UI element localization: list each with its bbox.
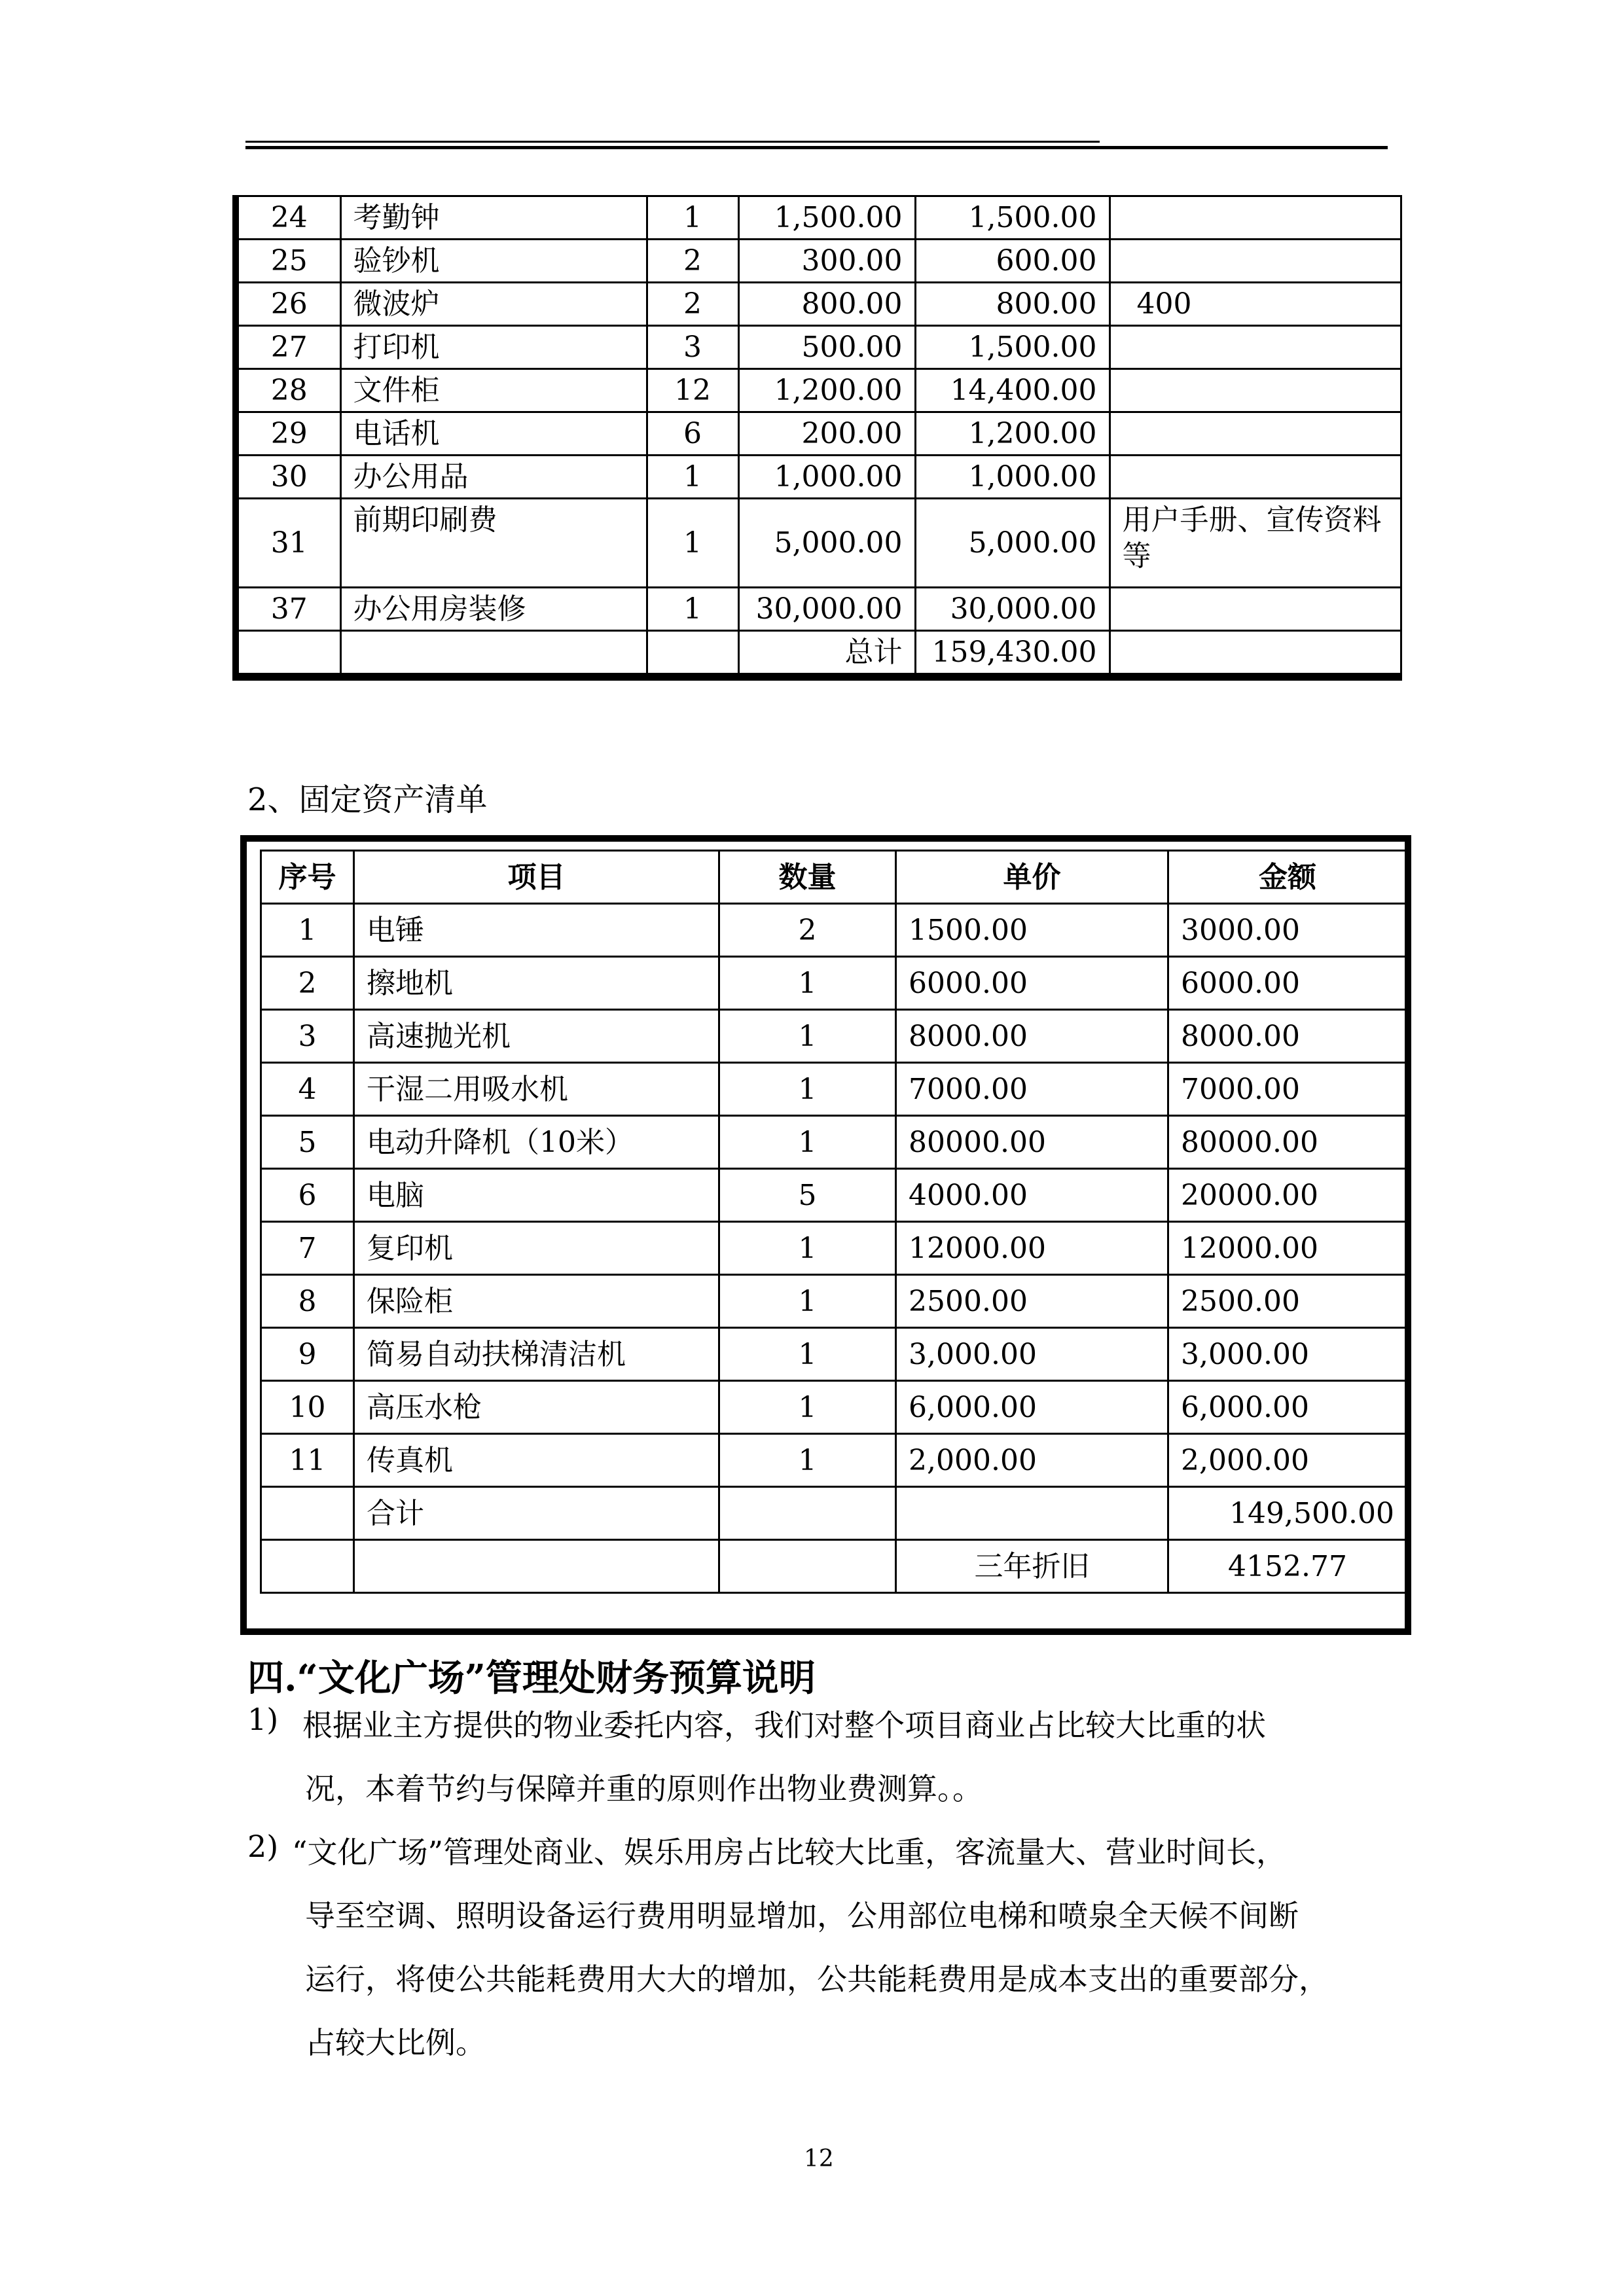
table-cell: 1,000.00 — [915, 456, 1110, 499]
table-cell — [1110, 588, 1401, 631]
section-2-title: 2、固定资产清单 — [247, 781, 488, 818]
total-row — [236, 631, 1401, 677]
table-cell: 2 — [647, 283, 738, 326]
table-cell: 6 — [261, 1169, 354, 1222]
empty-cell — [261, 1487, 354, 1540]
table-cell: 考勤钟 — [340, 196, 647, 240]
empty-cell — [1110, 631, 1401, 677]
table-row — [236, 456, 1401, 499]
table-row — [261, 957, 1407, 1010]
table-row — [236, 369, 1401, 412]
table-cell: 80000.00 — [1168, 1116, 1407, 1169]
empty-cell — [340, 631, 647, 677]
table-cell: 25 — [236, 240, 340, 283]
table-cell: 11 — [261, 1434, 354, 1487]
table-cell: 2500.00 — [896, 1275, 1168, 1328]
table-row — [261, 1275, 1407, 1328]
table-cell: 简易自动扶梯清洁机 — [354, 1328, 719, 1381]
table-cell: 1500.00 — [896, 904, 1168, 957]
table-row — [261, 1169, 1407, 1222]
table-cell: 办公用房装修 — [340, 588, 647, 631]
table-cell — [1110, 412, 1401, 456]
table-row — [236, 240, 1401, 283]
table-cell: 600.00 — [915, 240, 1110, 283]
table-cell: 1 — [719, 1116, 896, 1169]
table-row — [236, 499, 1401, 588]
table-cell: 1 — [261, 904, 354, 957]
fixed-assets-table — [260, 850, 1408, 1594]
table-cell — [1110, 369, 1401, 412]
table-cell: 文件柜 — [340, 369, 647, 412]
table-row — [261, 904, 1407, 957]
total-label: 总计 — [738, 631, 915, 677]
table-cell: 4 — [261, 1063, 354, 1116]
table-row — [236, 588, 1401, 631]
table-cell: 1 — [647, 588, 738, 631]
table-cell: 300.00 — [738, 240, 915, 283]
page-number: 12 — [804, 2145, 834, 2172]
table-row — [236, 412, 1401, 456]
table-cell: 1 — [719, 957, 896, 1010]
table-cell: 3 — [261, 1010, 354, 1063]
table-cell — [1110, 456, 1401, 499]
table-cell: 400 — [1110, 283, 1401, 326]
table-cell: 1,000.00 — [738, 456, 915, 499]
paragraph-line: 导至空调、照明设备运行费用明显增加，公用部位电梯和喷泉全天候不间断 — [305, 1898, 1299, 1933]
table-cell: 9 — [261, 1328, 354, 1381]
header-row — [261, 851, 1407, 904]
table-cell: 高速抛光机 — [354, 1010, 719, 1063]
table-cell: 7 — [261, 1222, 354, 1275]
table-row — [261, 1116, 1407, 1169]
paragraph-line: 根据业主方提供的物业委托内容，我们对整个项目商业占比较大比重的状 — [302, 1708, 1266, 1743]
table-cell — [1110, 196, 1401, 240]
table-cell: 20000.00 — [1168, 1169, 1407, 1222]
table-cell: 3 — [647, 326, 738, 369]
sum-label: 合计 — [354, 1487, 719, 1540]
table-cell: 6,000.00 — [1168, 1381, 1407, 1434]
table-cell: 1,500.00 — [915, 326, 1110, 369]
table-cell: 8 — [261, 1275, 354, 1328]
table-row — [261, 1381, 1407, 1434]
table-cell: 30,000.00 — [915, 588, 1110, 631]
table-cell: 电锤 — [354, 904, 719, 957]
table-cell: 14,400.00 — [915, 369, 1110, 412]
paragraph-line: “文化广场”管理处商业、娱乐用房占比较大比重，客流量大、营业时间长， — [292, 1835, 1287, 1870]
table-cell: 1,500.00 — [915, 196, 1110, 240]
table-cell: 1 — [719, 1275, 896, 1328]
table-cell: 30,000.00 — [738, 588, 915, 631]
table-cell: 打印机 — [340, 326, 647, 369]
table-cell: 1 — [719, 1063, 896, 1116]
header-rule-thick — [245, 146, 1388, 149]
empty-cell — [647, 631, 738, 677]
table-cell: 1 — [719, 1434, 896, 1487]
table-cell: 4000.00 — [896, 1169, 1168, 1222]
table-cell: 3,000.00 — [896, 1328, 1168, 1381]
empty-cell — [236, 631, 340, 677]
item-number: 2) — [247, 1829, 279, 1864]
table-cell: 1,200.00 — [915, 412, 1110, 456]
table-cell: 保险柜 — [354, 1275, 719, 1328]
header-rule-thin — [245, 141, 1100, 143]
table-cell: 2 — [261, 957, 354, 1010]
table-cell: 1 — [719, 1328, 896, 1381]
column-header: 金额 — [1168, 851, 1407, 904]
fixed-assets-table-frame — [240, 835, 1411, 1635]
table-cell: 前期印刷费 — [340, 499, 647, 588]
table-cell: 6,000.00 — [896, 1381, 1168, 1434]
table-cell — [1110, 240, 1401, 283]
table-cell: 2500.00 — [1168, 1275, 1407, 1328]
table-cell: 3000.00 — [1168, 904, 1407, 957]
depreciation-label: 三年折旧 — [896, 1540, 1168, 1593]
table-cell: 1 — [647, 196, 738, 240]
table-cell: 擦地机 — [354, 957, 719, 1010]
table-cell: 7000.00 — [896, 1063, 1168, 1116]
table-cell: 1,200.00 — [738, 369, 915, 412]
table-cell: 24 — [236, 196, 340, 240]
table-cell: 6000.00 — [1168, 957, 1407, 1010]
paragraph-line: 运行，将使公共能耗费用大大的增加，公共能耗费用是成本支出的重要部分， — [305, 1962, 1329, 1997]
empty-cell — [896, 1487, 1168, 1540]
table-cell: 高压水枪 — [354, 1381, 719, 1434]
table-cell: 5,000.00 — [915, 499, 1110, 588]
table-row — [236, 326, 1401, 369]
table-cell: 1 — [719, 1010, 896, 1063]
table-cell: 干湿二用吸水机 — [354, 1063, 719, 1116]
table-cell: 12 — [647, 369, 738, 412]
empty-cell — [719, 1487, 896, 1540]
table-cell: 200.00 — [738, 412, 915, 456]
empty-cell — [261, 1540, 354, 1593]
column-header: 序号 — [261, 851, 354, 904]
table-cell: 31 — [236, 499, 340, 588]
table-cell: 1 — [647, 456, 738, 499]
section-4-heading: 四.“文化广场”管理处财务预算说明 — [247, 1657, 816, 1700]
table-cell: 传真机 — [354, 1434, 719, 1487]
table-row — [261, 1434, 1407, 1487]
table-cell: 1,500.00 — [738, 196, 915, 240]
table-cell: 7000.00 — [1168, 1063, 1407, 1116]
table-cell: 2 — [719, 904, 896, 957]
table-cell: 1 — [719, 1381, 896, 1434]
table-cell: 用户手册、宣传资料等 — [1110, 499, 1401, 588]
table-cell: 5 — [261, 1116, 354, 1169]
sum-value: 149,500.00 — [1168, 1487, 1407, 1540]
item-number: 1) — [247, 1702, 279, 1737]
table-row — [261, 1063, 1407, 1116]
table-cell: 28 — [236, 369, 340, 412]
table-cell: 微波炉 — [340, 283, 647, 326]
table-row — [261, 1010, 1407, 1063]
table-cell: 电脑 — [354, 1169, 719, 1222]
table-cell: 2,000.00 — [1168, 1434, 1407, 1487]
empty-cell — [354, 1540, 719, 1593]
table-cell: 26 — [236, 283, 340, 326]
table-cell: 5,000.00 — [738, 499, 915, 588]
total-value: 159,430.00 — [915, 631, 1110, 677]
paragraph-line: 占较大比例。 — [305, 2025, 486, 2060]
table-cell: 1 — [647, 499, 738, 588]
table-cell: 6 — [647, 412, 738, 456]
table-cell: 30 — [236, 456, 340, 499]
table-cell: 800.00 — [738, 283, 915, 326]
table-cell: 500.00 — [738, 326, 915, 369]
table-cell: 5 — [719, 1169, 896, 1222]
table-cell: 复印机 — [354, 1222, 719, 1275]
table-cell: 12000.00 — [896, 1222, 1168, 1275]
table-cell: 3,000.00 — [1168, 1328, 1407, 1381]
empty-cell — [719, 1540, 896, 1593]
depreciation-row — [261, 1540, 1407, 1593]
table-cell: 1 — [719, 1222, 896, 1275]
sum-row — [261, 1487, 1407, 1540]
table-row — [261, 1222, 1407, 1275]
expense-table-continued — [232, 195, 1402, 681]
table-row — [261, 1328, 1407, 1381]
table-cell: 10 — [261, 1381, 354, 1434]
table-cell: 2 — [647, 240, 738, 283]
paragraph-line: 况，本着节约与保障并重的原则作出物业费测算。。 — [305, 1771, 983, 1806]
table-cell: 8000.00 — [1168, 1010, 1407, 1063]
table-cell: 29 — [236, 412, 340, 456]
table-cell: 8000.00 — [896, 1010, 1168, 1063]
table-cell: 电动升降机（10米） — [354, 1116, 719, 1169]
table-cell — [1110, 326, 1401, 369]
table-cell: 6000.00 — [896, 957, 1168, 1010]
table-row — [236, 283, 1401, 326]
column-header: 数量 — [719, 851, 896, 904]
table-cell: 办公用品 — [340, 456, 647, 499]
column-header: 单价 — [896, 851, 1168, 904]
table-cell: 37 — [236, 588, 340, 631]
depreciation-value: 4152.77 — [1168, 1540, 1407, 1593]
table-row — [236, 196, 1401, 240]
table-cell: 800.00 — [915, 283, 1110, 326]
column-header: 项目 — [354, 851, 719, 904]
table-cell: 2,000.00 — [896, 1434, 1168, 1487]
table-cell: 27 — [236, 326, 340, 369]
table-cell: 80000.00 — [896, 1116, 1168, 1169]
table-cell: 验钞机 — [340, 240, 647, 283]
table-cell: 12000.00 — [1168, 1222, 1407, 1275]
table-cell: 电话机 — [340, 412, 647, 456]
